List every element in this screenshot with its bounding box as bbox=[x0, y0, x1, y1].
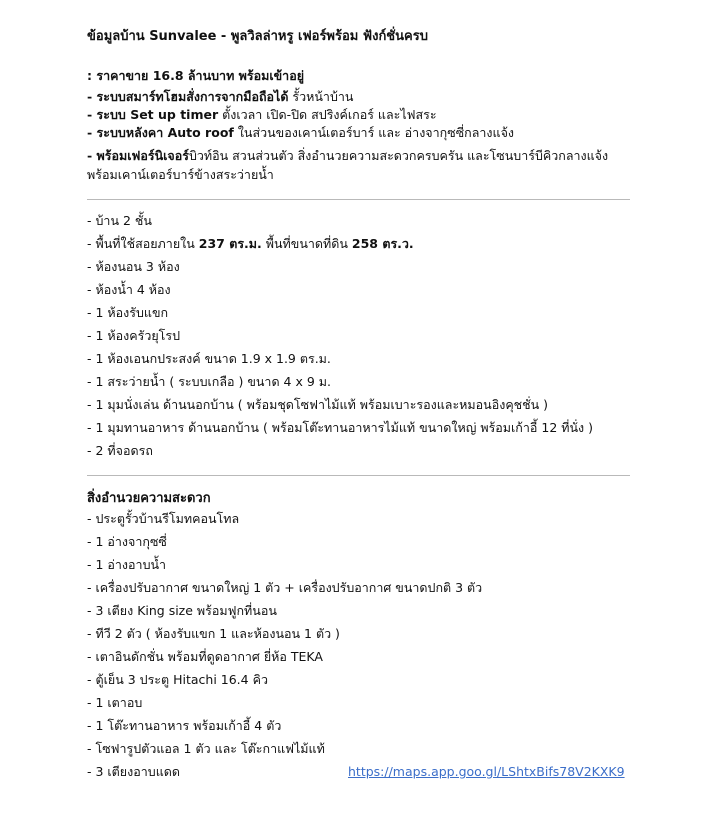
amenity-item: - ประตูรั้วบ้านรีโมทคอนโทล bbox=[87, 511, 240, 526]
amenity-item: - ตู้เย็น 3 ประตู Hitachi 16.4 คิว bbox=[87, 672, 268, 687]
spec-area bbox=[87, 236, 414, 252]
amenity-item: - ทีวี 2 ตัว ( ห้องรับแขก 1 และห้องนอน 1 ตัว ) bbox=[87, 626, 340, 641]
divider-1 bbox=[87, 199, 630, 200]
spec-item: - 1 ห้องรับแขก bbox=[87, 305, 169, 320]
amenity-item: - 1 โต๊ะทานอาหาร พร้อมเก้าอี้ 4 ตัว bbox=[87, 718, 282, 733]
smart-home-label: - ระบบสมาร์ทโฮมสั่งการจากมือถือได้ bbox=[87, 89, 289, 104]
amenity-item: - โซฟารูปตัวแอล 1 ตัว และ โต๊ะกาแฟไม้แท้ bbox=[87, 741, 325, 756]
spec-item: - ห้องน้ำ 4 ห้อง bbox=[87, 282, 171, 297]
timer-detail: ตั้งเวลา เปิด-ปิด สปริงค์เกอร์ และไฟสระ bbox=[218, 107, 437, 122]
area-value: 237 ตร.ม. bbox=[198, 236, 262, 251]
furniture-line bbox=[87, 148, 608, 164]
spec-item: - 1 ห้องครัวยุโรป bbox=[87, 328, 181, 343]
spec-item: - 1 มุมทานอาหาร ด้านนอกบ้าน ( พร้อมโต๊ะทานอาหารไม้แท้ ขนาดใหญ่ พร้อมเก้าอี้ 12 ที่นั่ง ) bbox=[87, 420, 593, 435]
furniture-detail: บิวท์อิน สวนส่วนตัว สิ่งอำนวยความสะดวกครบครัน และโซนบาร์บีคิวกลางแจ้ง bbox=[188, 148, 609, 163]
roof-line bbox=[87, 125, 514, 141]
smart-home-detail: รั้วหน้าบ้าน bbox=[288, 89, 354, 104]
furniture-line-2: พร้อมเคาน์เตอร์บาร์ข้างสระว่ายน้ำ bbox=[87, 167, 274, 182]
spec-item: - 1 สระว่ายน้ำ ( ระบบเกลือ ) ขนาด 4 x 9 ม. bbox=[87, 374, 331, 389]
area-prefix: - พื้นที่ใช้สอยภายใน bbox=[87, 236, 199, 251]
smart-home-line bbox=[87, 89, 353, 105]
google-maps-link[interactable]: https://maps.app.goo.gl/LShtxBifs78V2KXK9 bbox=[348, 764, 625, 779]
amenity-item: - 3 เตียง King size พร้อมฟูกที่นอน bbox=[87, 603, 277, 618]
furniture-label: - พร้อมเฟอร์นิเจอร์ bbox=[87, 148, 189, 163]
timer-line bbox=[87, 107, 437, 123]
area-mid: พื้นที่ขนาดที่ดิน bbox=[261, 236, 352, 251]
amenities-heading: สิ่งอำนวยความสะดวก bbox=[87, 491, 211, 506]
amenity-item: - 1 อ่างจากุซซี่ bbox=[87, 534, 167, 549]
divider-2 bbox=[87, 475, 630, 476]
amenity-item: - เครื่องปรับอากาศ ขนาดใหญ่ 1 ตัว + เครื่องปรับอากาศ ขนาดปกติ 3 ตัว bbox=[87, 580, 483, 595]
spec-item: - 1 มุมนั่งเล่น ด้านนอกบ้าน ( พร้อมชุดโซฟาไม้แท้ พร้อมเบาะรองและหมอนอิงคุชชั่น ) bbox=[87, 397, 549, 412]
document-title: ข้อมูลบ้าน Sunvalee - พูลวิลล่าหรู เฟอร์พร้อม ฟังก์ชั่นครบ bbox=[87, 29, 428, 44]
timer-label: - ระบบ Set up timer bbox=[87, 107, 219, 122]
spec-floors: - บ้าน 2 ชั้น bbox=[87, 213, 152, 228]
amenity-item: - เตาอินดักชั่น พร้อมที่ดูดอากาศ ยี่ห้อ TEKA bbox=[87, 649, 323, 664]
amenity-item: - 1 อ่างอาบน้ำ bbox=[87, 557, 167, 572]
spec-item: - 1 ห้องเอนกประสงค์ ขนาด 1.9 x 1.9 ตร.ม. bbox=[87, 351, 331, 366]
price-line bbox=[87, 68, 304, 84]
price-text: : ราคาขาย 16.8 ล้านบาท พร้อมเข้าอยู่ bbox=[87, 68, 305, 83]
spec-item: - ห้องนอน 3 ห้อง bbox=[87, 259, 180, 274]
amenity-item: - 1 เตาอบ bbox=[87, 695, 143, 710]
spec-item: - 2 ที่จอดรถ bbox=[87, 443, 153, 458]
amenity-item: - 3 เตียงอาบแดด bbox=[87, 764, 180, 779]
roof-label: - ระบบหลังคา Auto roof bbox=[87, 125, 234, 140]
roof-detail: ในส่วนของเคาน์เตอร์บาร์ และ อ่างจากุซซี่กลางแจ้ง bbox=[233, 125, 515, 140]
land-value: 258 ตร.ว. bbox=[351, 236, 414, 251]
